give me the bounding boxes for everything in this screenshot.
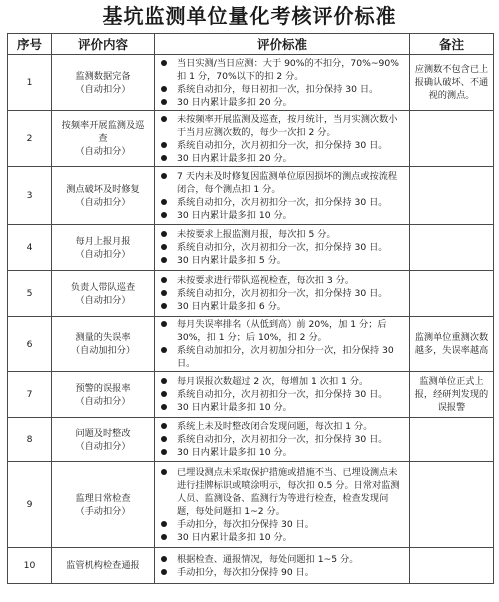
evaluation-content: 预警的误报率 [75,382,131,394]
evaluation-content: 负责人带队巡查 [70,281,136,293]
standard-item: 根据检查、通报情况，每处问题扣 1~5 分。 [158,553,406,566]
evaluation-standard-cell [155,317,410,372]
standard-item: 30 日内累计最多扣 10 分。 [158,446,406,459]
evaluation-content-cell [52,462,155,548]
table-body [8,55,494,584]
remark-cell [410,462,494,548]
standard-item: 系统自动扣分，次月初扣分一次，扣分保持 30 日。 [158,196,406,209]
evaluation-standard-cell [155,418,410,462]
standard-list [158,420,406,459]
standard-item: 系统自动加扣分，次月初加分扣分一次，扣分保持 30 日。 [158,344,406,370]
header-standard: 评价标准 [155,34,410,55]
standard-item: 未按要求进行带队巡视检查，每次扣 3 分。 [158,274,406,287]
evaluation-content: 每月上报月报 [75,235,131,247]
evaluation-standard-cell [155,55,410,111]
remark-cell [410,418,494,462]
header-no: 序号 [8,34,52,55]
standard-list [158,170,406,222]
row-number: 5 [8,271,52,317]
standard-item: 手动扣分，每次扣分保持 90 日。 [158,566,406,579]
evaluation-content-cell [52,418,155,462]
remark-cell: 应测数不包含已上报确认破坏、不通视的测点。 [410,55,494,111]
remark-cell [410,548,494,584]
scoring-method: （自动加扣分） [70,345,136,356]
row-number: 1 [8,55,52,111]
standard-item: 每月失误率排名（从低到高）前 20%，加 1 分；后 30%，扣 1 分；后 10%，扣 2 分。 [158,318,406,344]
standard-list [158,318,406,370]
scoring-method: （自动扣分） [75,248,131,260]
standard-item: 系统自动扣分，次月初扣分一次，扣分保持 30 日。 [158,433,406,446]
table-row [8,111,494,167]
row-number: 6 [8,317,52,372]
standard-list [158,57,406,109]
scoring-method: （自动扣分） [75,395,131,407]
evaluation-content: 测点破坏及时修复 [66,183,140,195]
standard-item: 30 日内累计最多扣 10 分。 [158,401,406,414]
standard-item: 未按频率开展监测及巡查，按月统计，当月实测次数小于当月应测次数的，每少一次扣 2 分。 [158,113,406,139]
evaluation-content: 监理日常检查 [75,492,131,504]
evaluation-content-cell [52,225,155,271]
evaluation-standard-cell [155,167,410,225]
standard-item: 已埋设测点未采取保护措施或措施不当、已埋设测点未进行挂牌标识或喷涂明示，每次扣 0.5 分。日常对监测人员、监测设备、监测行为等进行检查，检查发现问题，每处问题扣 1~2 分。 [158,466,406,518]
standard-item: 每月误报次数超过 2 次，每增加 1 次扣 1 分。 [158,375,406,388]
standard-item: 手动扣分，每次扣分保持 30 日。 [158,518,406,531]
evaluation-standard-cell [155,225,410,271]
standard-list [158,553,406,579]
standard-item: 当日实测/当日应测：大于 90%的不扣分，70%~90%扣 1 分，70%以下的扣 2 分。 [158,57,406,83]
table-row [8,372,494,418]
scoring-method: （自动扣分） [75,196,131,208]
scoring-method: （手动扣分） [75,505,131,517]
remark-cell: 监测单位正式上报，经研判发现的误报警 [410,372,494,418]
table-row [8,167,494,225]
scoring-method: （自动扣分） [75,83,131,95]
standard-item: 系统上未及时整改闭合发现问题，每次扣 1 分。 [158,420,406,433]
standard-item: 30 日内累计最多扣 20 分。 [158,96,406,109]
table-row [8,317,494,372]
document-title: 基坑监测单位量化考核评价标准 [102,4,397,28]
standard-list [158,375,406,414]
evaluation-content-cell [52,271,155,317]
evaluation-content-cell [52,317,155,372]
row-number: 10 [8,548,52,584]
header-content: 评价内容 [52,34,155,55]
standard-item: 30 日内累计最多扣 6 分。 [158,300,406,313]
table-row [8,418,494,462]
table-header-row [8,34,494,55]
evaluation-standard-cell [155,372,410,418]
table-row [8,225,494,271]
evaluation-content-cell [52,111,155,167]
evaluation-content: 测量的失误率 [75,332,131,343]
row-number: 3 [8,167,52,225]
standard-list [158,113,406,165]
evaluation-content-cell [52,372,155,418]
remark-cell: 监测单位重测次数越多，失误率越高 [410,317,494,372]
evaluation-standard-cell [155,271,410,317]
evaluation-content: 监测数据完备 [75,70,131,82]
table-row [8,548,494,584]
scoring-method: （自动扣分） [75,440,131,452]
standard-item: 系统自动扣分，每日初扣一次，扣分保持 30 日。 [158,83,406,96]
evaluation-content-cell [52,167,155,225]
standard-item: 30 日内累计最多扣 5 分。 [158,254,406,267]
standard-item: 系统自动扣分，次月初扣分一次，扣分保持 30 日。 [158,287,406,300]
scoring-method: （自动扣分） [75,294,131,306]
standard-item: 30 日内累计最多扣 20 分。 [158,152,406,165]
evaluation-content-cell [52,548,155,584]
evaluation-standard-cell [155,462,410,548]
standard-list [158,228,406,267]
evaluation-standard-cell [155,111,410,167]
remark-cell [410,225,494,271]
table-row [8,462,494,548]
evaluation-content-cell [52,55,155,111]
row-number: 7 [8,372,52,418]
row-number: 2 [8,111,52,167]
row-number: 4 [8,225,52,271]
evaluation-content: 按频率开展监测及巡查 [61,120,145,144]
standard-item: 30 日内累计最多扣 10 分。 [158,209,406,222]
table-row [8,55,494,111]
evaluation-content: 问题及时整改 [75,427,131,439]
standard-item: 系统自动扣分，次月初扣分一次，扣分保持 30 日。 [158,241,406,254]
table-row [8,271,494,317]
standard-item: 7 天内未及时修复因监测单位原因损坏的测点或按流程闭合，每个测点扣 1 分。 [158,170,406,196]
evaluation-table [7,33,494,584]
standard-list [158,466,406,544]
standard-item: 系统自动扣分，次月初扣分一次，扣分保持 30 日。 [158,139,406,152]
row-number: 8 [8,418,52,462]
standard-list [158,274,406,313]
remark-cell [410,111,494,167]
scoring-method: （自动扣分） [75,146,131,157]
standard-item: 未按要求上报监测月报，每次扣 5 分。 [158,228,406,241]
evaluation-content: 监管机构检查通报 [66,560,140,571]
remark-cell [410,271,494,317]
standard-item: 30 日内累计最多扣 10 分。 [158,531,406,544]
remark-cell [410,167,494,225]
evaluation-standard-cell [155,548,410,584]
header-note: 备注 [410,34,494,55]
standard-item: 系统自动扣分，次月初扣分一次，扣分保持 30 日。 [158,388,406,401]
row-number: 9 [8,462,52,548]
